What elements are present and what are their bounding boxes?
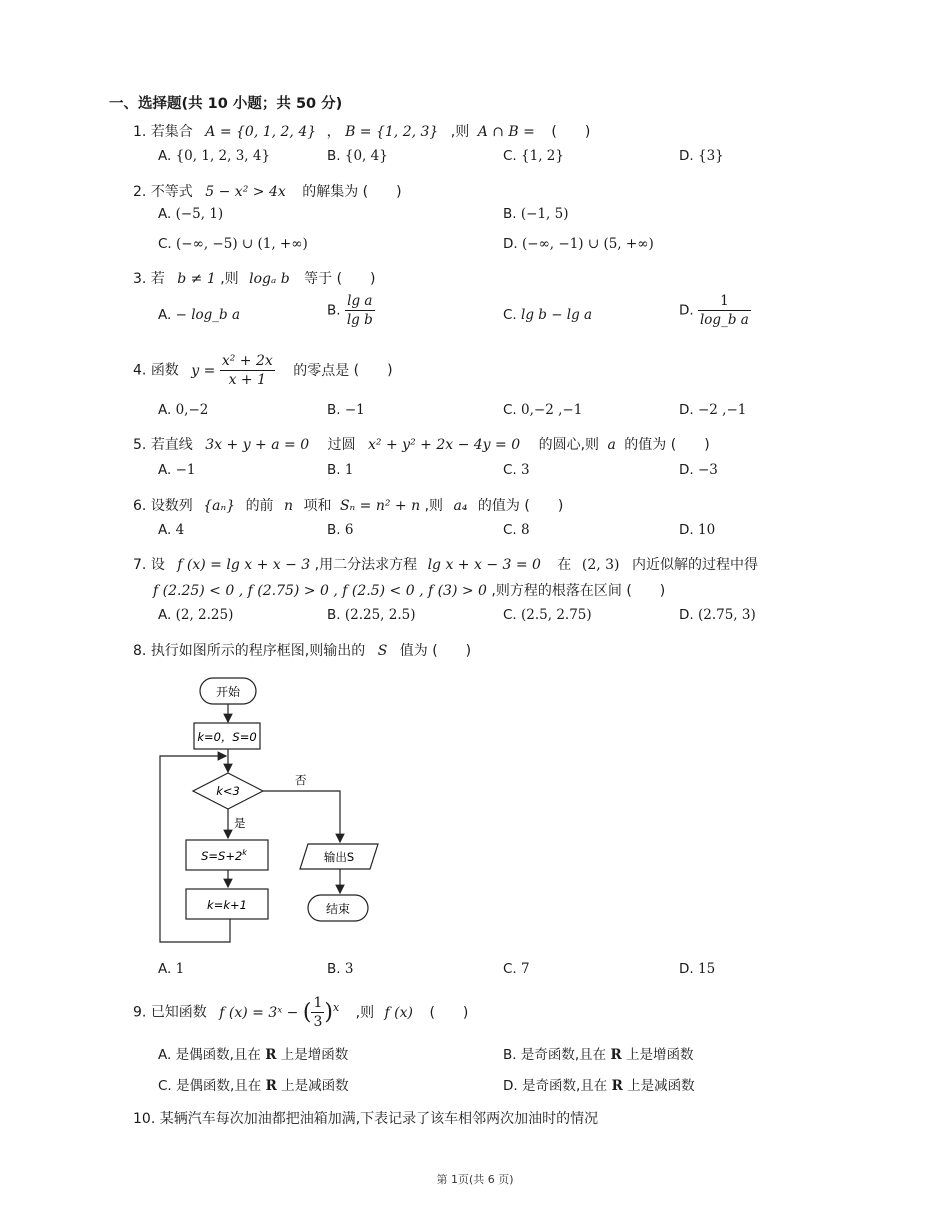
option-a[interactable]: A. {0, 1, 2, 3, 4} — [158, 148, 271, 164]
math-expr: logₐ b — [249, 271, 290, 287]
math-expr: (2, 3) — [581, 557, 620, 573]
answer-paren: ( ) — [353, 362, 393, 379]
flow-yes-label: 是 — [234, 816, 246, 830]
fraction: $\frac{1}{3}$ — [313, 995, 323, 1030]
flow-output-label: 输出S — [323, 850, 355, 864]
question-text: ,用二分法求方程 — [314, 557, 418, 573]
option-c[interactable]: C. 7 — [503, 961, 530, 977]
option-b[interactable]: B. 3 — [327, 961, 354, 977]
option-d[interactable]: D. −2 ,−1 — [679, 402, 747, 418]
option-b[interactable]: B. $\frac{\text{lg a}}{\text{lg b}}$ — [327, 293, 373, 328]
flow-end-label: 结束 — [325, 902, 351, 916]
math-expr: f (x) = 3ˣ − — [219, 1004, 299, 1021]
question-7 — [133, 554, 758, 574]
question-text: 设数列 — [150, 498, 193, 514]
option-a[interactable]: A. (2, 2.25) — [158, 607, 234, 623]
question-text: 的圆心,则 — [538, 437, 600, 453]
question-number: 7. — [133, 557, 147, 573]
question-number: 4. — [133, 362, 147, 379]
question-3 — [133, 268, 376, 288]
question-text: 的值为 — [477, 498, 520, 514]
option-b[interactable]: B. (2.25, 2.5) — [327, 607, 416, 623]
question-text: ,则 — [424, 498, 444, 514]
flow-step1-label: $S=S+2^k$ — [201, 848, 247, 863]
math-var: a — [607, 437, 616, 453]
question-4 — [133, 352, 393, 389]
option-a[interactable]: A. 是偶函数,且在 R 上是增函数 — [158, 1047, 349, 1063]
question-text: ,则 — [220, 271, 239, 287]
option-c[interactable]: C. (−∞, −5) ∪ (1, +∞) — [158, 236, 308, 252]
question-1 — [133, 121, 590, 141]
question-number: 2. — [133, 184, 147, 200]
option-b[interactable]: B. 1 — [327, 462, 354, 478]
math-var: S — [377, 643, 388, 659]
option-c[interactable]: C. lg b − lg a — [503, 307, 593, 323]
question-10 — [133, 1108, 598, 1128]
question-number: 10. — [133, 1111, 156, 1127]
question-text: 过圆 — [327, 437, 356, 453]
question-6 — [133, 495, 563, 515]
flow-init-label: k=0，S=0 — [197, 730, 257, 744]
question-number: 6. — [133, 498, 147, 514]
option-a[interactable]: A. 0,−2 — [158, 402, 209, 418]
option-c[interactable]: C. {1, 2} — [503, 148, 564, 164]
question-text: 的值为 — [624, 437, 667, 453]
answer-paren: ( ) — [336, 271, 376, 287]
math-expr: Sₙ = n² + n — [339, 498, 421, 514]
math-expr: f (x) = lg x + x − 3 — [177, 557, 311, 573]
answer-paren: ( ) — [524, 498, 564, 514]
question-9 — [133, 994, 468, 1031]
question-5 — [133, 434, 710, 454]
question-text: 若直线 — [150, 437, 193, 453]
question-text: 设 — [150, 557, 165, 573]
option-d[interactable]: D. 是奇函数,且在 R 上是减函数 — [503, 1078, 695, 1094]
answer-paren: ( ) — [551, 124, 591, 140]
question-text: 已知函数 — [150, 1004, 207, 1021]
math-expr: , f (3) > 0 — [419, 583, 487, 599]
question-number: 9. — [133, 1004, 147, 1021]
option-c[interactable]: C. 是偶函数,且在 R 上是减函数 — [158, 1078, 349, 1094]
option-b[interactable]: B. −1 — [327, 402, 365, 418]
separator: ， — [326, 124, 341, 140]
option-a[interactable]: A. − log_b a — [158, 307, 241, 323]
question-8 — [133, 640, 471, 660]
question-number: 5. — [133, 437, 147, 453]
flow-step2-label: k=k+1 — [207, 898, 247, 912]
paren-close: ) — [324, 1000, 333, 1025]
question-number: 8. — [133, 643, 147, 659]
option-c[interactable]: C. (2.5, 2.75) — [503, 607, 592, 623]
question-text: 项和 — [303, 498, 332, 514]
math-expr: lg x + x − 3 = 0 — [427, 557, 541, 573]
paren-open: ( — [302, 1000, 312, 1025]
option-d[interactable]: D. −3 — [679, 462, 718, 478]
question-2 — [133, 181, 402, 201]
question-text: 在 — [557, 557, 572, 573]
math-var: a₄ — [453, 498, 468, 514]
question-text: 某辆汽车每次加油都把油箱加满,下表记录了该车相邻两次加油时的情况 — [159, 1111, 599, 1127]
option-d[interactable]: D. (−∞, −1) ∪ (5, +∞) — [503, 236, 654, 252]
question-text: 执行如图所示的程序框图,则输出的 — [150, 643, 366, 659]
exponent: x — [332, 1000, 340, 1014]
option-b[interactable]: B. 是奇函数,且在 R 上是增函数 — [503, 1047, 694, 1063]
question-text: 内近似解的过程中得 — [631, 557, 758, 573]
answer-paren: ( ) — [626, 583, 666, 599]
math-expr: y = — [191, 362, 216, 379]
option-a[interactable]: A. 4 — [158, 522, 185, 538]
option-b[interactable]: B. 6 — [327, 522, 354, 538]
question-text: ,则 — [450, 124, 470, 140]
section-title: 一、选择题(共 10 小题；共 50 分) — [109, 96, 343, 112]
question-text: 不等式 — [150, 184, 193, 200]
math-expr: , f (2.75) > 0 — [238, 583, 329, 599]
question-text: ,则 — [355, 1004, 375, 1021]
flow-start-label: 开始 — [215, 685, 241, 699]
math-expr: 3x + y + a = 0 — [205, 437, 310, 453]
question-text: 值为 — [399, 643, 428, 659]
math-expr: f (2.25) < 0 — [153, 583, 235, 599]
option-d[interactable]: D. 10 — [679, 522, 716, 538]
question-7-cont — [153, 580, 665, 600]
option-d[interactable]: D. $\frac{1}{\text{log\_b a}}$ — [679, 293, 749, 328]
question-text: 的解集为 — [302, 184, 359, 200]
math-expr: x² + y² + 2x − 4y = 0 — [368, 437, 521, 453]
set-b: B = {1, 2, 3} — [345, 124, 439, 140]
answer-paren: ( ) — [362, 184, 402, 200]
answer-paren: ( ) — [432, 643, 472, 659]
question-text: ,则方程的根落在区间 — [491, 583, 622, 599]
math-expr: , f (2.5) < 0 — [333, 583, 415, 599]
question-text: 若集合 — [150, 124, 193, 140]
option-c[interactable]: C. 0,−2 ,−1 — [503, 402, 583, 418]
option-a[interactable]: A. (−5, 1) — [158, 206, 224, 222]
fraction: $\frac{1}{\text{log\_b a}}$ — [699, 293, 749, 328]
page-footer: 第 1页(共 6 页) — [436, 1173, 514, 1186]
option-a[interactable]: A. −1 — [158, 462, 196, 478]
math-expr: {aₙ} — [203, 498, 236, 514]
math-expr: A ∩ B = — [477, 124, 535, 140]
question-text: 若 — [150, 271, 165, 287]
question-text: 的前 — [245, 498, 274, 514]
flow-arrow-no — [263, 791, 340, 842]
flowchart — [150, 670, 390, 950]
set-a: A = {0, 1, 2, 4} — [205, 124, 317, 140]
question-text: 函数 — [150, 362, 179, 379]
math-expr: f (x) — [384, 1004, 413, 1021]
option-d[interactable]: D. (2.75, 3) — [679, 607, 756, 623]
math-expr: 5 − x² > 4x — [205, 184, 286, 200]
answer-paren: ( ) — [429, 1004, 469, 1021]
fraction: $\frac{\text{x² + 2x}}{x + 1}$ — [221, 353, 273, 388]
option-d[interactable]: D. {3} — [679, 148, 724, 164]
option-b[interactable]: B. {0, 4} — [327, 148, 388, 164]
question-number: 1. — [133, 124, 147, 140]
math-expr: b ≠ 1 — [177, 271, 216, 287]
flow-no-label: 否 — [295, 773, 307, 787]
option-b[interactable]: B. (−1, 5) — [503, 206, 569, 222]
option-a[interactable]: A. 1 — [158, 961, 185, 977]
math-var: n — [284, 498, 294, 514]
question-number: 3. — [133, 271, 147, 287]
option-c[interactable]: C. 3 — [503, 462, 530, 478]
option-d[interactable]: D. 15 — [679, 961, 716, 977]
option-c[interactable]: C. 8 — [503, 522, 530, 538]
fraction: $\frac{\text{lg a}}{\text{lg b}}$ — [346, 293, 373, 328]
question-text: 等于 — [304, 271, 333, 287]
question-text: 的零点是 — [293, 362, 350, 379]
flow-decision-label: k<3 — [216, 784, 240, 798]
answer-paren: ( ) — [670, 437, 710, 453]
